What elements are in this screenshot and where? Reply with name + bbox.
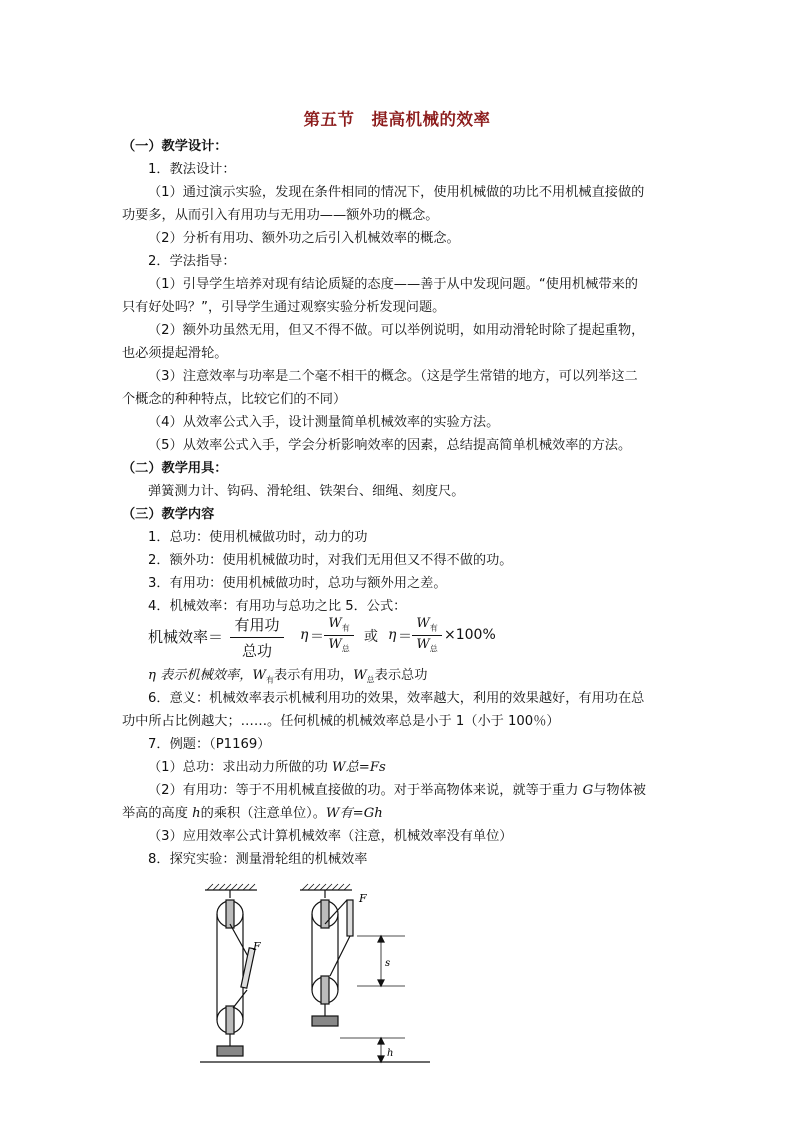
paragraph-study-1a: （1）引导学生培养对现有结论质疑的态度——善于从中发现问题。“使用机械带来的 xyxy=(148,277,638,292)
h-arrow-up xyxy=(378,1038,384,1044)
left-fixed-pulley-bracket xyxy=(226,900,234,928)
content-item-7-1 xyxy=(148,759,386,777)
pulley-experiment-diagram xyxy=(195,880,435,1080)
formula-sub-zong-1: 总 xyxy=(341,644,350,654)
formula-eta-1: η xyxy=(300,627,309,643)
formula-sub-you-2: 有 xyxy=(429,623,438,633)
formula-fraction-bar-2 xyxy=(412,635,442,636)
example-2b-text-pre: 举高的高度 xyxy=(122,806,193,821)
paragraph-study-2b: 也必须提起滑轮。 xyxy=(122,346,228,361)
content-item-6b: 功中所占比例越大；……。任何机械的机械效率总是小于 1（小于 100％） xyxy=(122,714,560,729)
formula-w-den-1: W xyxy=(328,636,342,652)
formula-fraction-words xyxy=(230,614,284,661)
content-item-7-2a xyxy=(148,782,646,800)
content-item-7-3: （3）应用效率公式计算机械效率（注意，机械效率没有单位） xyxy=(148,829,513,844)
right-scale-rope xyxy=(330,936,350,976)
example-2b-formula: W有=Gh xyxy=(325,806,383,821)
example-2-text-pre: （2）有用功：等于不用机械直接做的功。对于举高物体来说，就等于重力 xyxy=(148,783,583,798)
efficiency-formula xyxy=(148,614,548,660)
legend-w-zong-sub: 总 xyxy=(366,675,375,685)
right-movable-pulley-bracket xyxy=(321,976,329,1004)
example-1-formula: W总=Fs xyxy=(332,760,386,775)
example-2b-text-post: 的乘积（注意单位）。 xyxy=(200,806,326,821)
right-pulley-setup xyxy=(300,884,405,1062)
right-spring-scale xyxy=(347,900,353,936)
left-force-label: F xyxy=(253,940,261,953)
content-item-6a: 6．意义：机械效率表示机械利用功的效果，效率越大，利用的效果越好，有用功在总 xyxy=(148,691,645,706)
h-label: h xyxy=(387,1048,394,1059)
paragraph-study-1b: 只有好处吗？”，引导学生通过观察实验分析发现问题。 xyxy=(122,300,446,315)
paragraph-study-2a: （2）额外功虽然无用，但又不得不做。可以举例说明，如用动滑轮时除了提起重物， xyxy=(148,323,645,338)
h-arrow-down xyxy=(378,1056,384,1062)
s-arrow-up xyxy=(378,936,384,942)
left-pulley-setup xyxy=(205,884,257,1056)
legend-eta: η 表示机械效率， xyxy=(148,668,253,683)
content-symbol-legend xyxy=(148,667,427,690)
formula-equals-1: ＝ xyxy=(310,629,324,645)
formula-eta-2: η xyxy=(388,627,397,643)
legend-w-you-sub: 有 xyxy=(265,675,274,685)
content-item-4: 4．机械效率：有用功与总功之比 5．公式： xyxy=(148,599,407,614)
left-weight xyxy=(217,1046,243,1056)
paragraph-method-1a: （1）通过演示实验，发现在条件相同的情况下，使用机械做的功比不用机械直接做的 xyxy=(148,185,645,200)
formula-numerator: 有用功 xyxy=(234,616,280,634)
left-rope-3 xyxy=(230,924,250,960)
subheading-method: 1．教法设计： xyxy=(148,162,236,177)
content-item-3: 3．有用功：使用机械做功时，总功与额外用之差。 xyxy=(148,576,447,591)
section-heading-content: （三）教学内容 xyxy=(122,507,215,522)
formula-or: 或 xyxy=(364,629,378,645)
section-heading-tools: （二）教学用具： xyxy=(122,461,228,476)
formula-w-num-2: W xyxy=(416,616,430,631)
legend-w-you-text: 表示有用功， xyxy=(273,668,354,683)
formula-w-den-2: W xyxy=(416,636,430,652)
formula-denominator: 总功 xyxy=(241,642,272,660)
legend-w-zong-text: 表示总功 xyxy=(374,668,428,683)
legend-w-you: W xyxy=(252,668,266,683)
content-item-2: 2．额外功：使用机械做功时，对我们无用但又不得不做的功。 xyxy=(148,553,513,568)
right-force-label: F xyxy=(359,892,367,905)
paragraph-study-4: （4）从效率公式入手，设计测量简单机械效率的实验方法。 xyxy=(148,415,500,430)
paragraph-method-2: （2）分析有用功、额外功之后引入机械效率的概念。 xyxy=(148,231,460,246)
example-2b-h: h xyxy=(192,806,201,821)
formula-equals-2: ＝ xyxy=(398,629,412,645)
formula-fraction-bar-1 xyxy=(324,635,354,636)
formula-lhs: 机械效率＝ xyxy=(148,628,224,646)
formula-fraction-1 xyxy=(324,616,354,654)
paragraph-method-1b: 功要多，从而引入有用功与无用功——额外功的概念。 xyxy=(122,208,439,223)
right-weight xyxy=(312,1016,338,1026)
s-label: s xyxy=(385,958,391,969)
formula-times-100: ×100% xyxy=(444,627,496,643)
example-2-G: G xyxy=(582,783,594,798)
formula-fraction-2 xyxy=(412,616,442,654)
content-item-7: 7．例题：（P1169） xyxy=(148,737,271,752)
formula-sub-zong-2: 总 xyxy=(429,644,438,654)
content-item-7-2b xyxy=(122,805,383,823)
example-2-text-post: 与物体被 xyxy=(593,783,646,798)
subheading-study: 2．学法指导： xyxy=(148,254,236,269)
example-1-text: （1）总功：求出动力所做的功 xyxy=(148,760,333,775)
s-arrow-down xyxy=(378,980,384,986)
formula-sub-you-1: 有 xyxy=(341,623,350,633)
formula-fraction-bar xyxy=(230,637,284,638)
paragraph-study-5: （5）从效率公式入手，学会分析影响效率的因素，总结提高简单机械效率的方法。 xyxy=(148,438,632,453)
content-item-1: 1．总功：使用机械做功时，动力的功 xyxy=(148,530,368,545)
right-ceiling-hatch xyxy=(302,884,350,890)
content-item-8: 8．探究实验：测量滑轮组的机械效率 xyxy=(148,852,368,867)
page-title: 第五节 提高机械的效率 xyxy=(303,110,491,129)
paragraph-tools: 弹簧测力计、钩码、滑轮组、铁架台、细绳、刻度尺。 xyxy=(148,484,465,499)
paragraph-study-3b: 个概念的种种特点，比较它们的不同） xyxy=(122,392,347,407)
left-ceiling-hatch xyxy=(207,884,255,890)
left-movable-pulley-bracket xyxy=(226,1006,234,1034)
left-scale-rope xyxy=(233,990,247,1008)
section-heading-design: （一）教学设计： xyxy=(122,139,228,154)
legend-w-zong: W xyxy=(353,668,367,683)
paragraph-study-3a: （3）注意效率与功率是二个毫不相干的概念。（这是学生常错的地方，可以列举这二 xyxy=(148,369,638,384)
formula-w-num-1: W xyxy=(328,616,342,631)
